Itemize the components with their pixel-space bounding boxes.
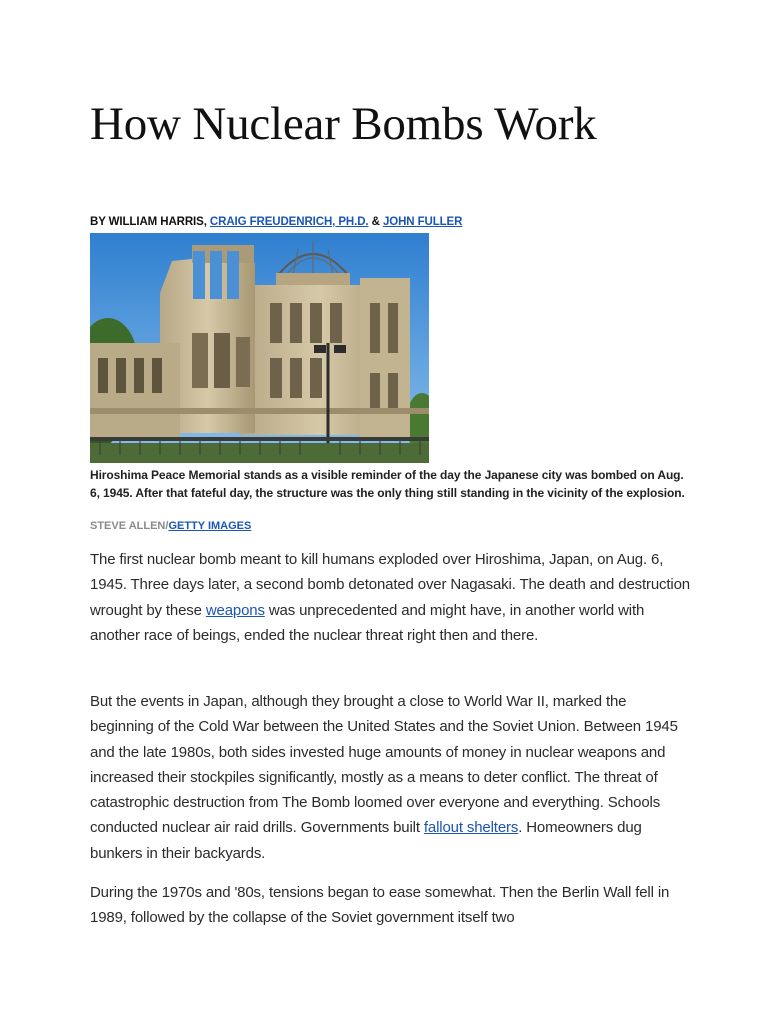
paragraph-1 [90,547,690,648]
photo-caption: Hiroshima Peace Memorial stands as a visible reminder of the day the Japanese city was bombed on Aug. 6, 1945. After that fateful day, the structure was the only thing still standing in the vicinity of the explosion. [90,468,685,500]
photo-credit [90,520,251,532]
paragraph-1-text-after: was unprecedented and might have, in another world with another race of beings, ended the nuclear threat right then and there. [90,601,645,644]
paragraph-2 [90,689,690,866]
fallout-shelters-link[interactable]: fallout shelters [423,819,519,837]
photo-illustration [90,233,429,463]
paragraph-2-text-before: But the events in Japan, although they brought a close to World War II, marked the beginning of the Cold War between the United States and the Soviet Union. Between 1945 and the late 1980s, both sides invested huge amounts of money in nuclear weapons and increased their stockpiles significantly, mostly as a means to deter conflict. The threat of catastrophic destruction from The Bomb loomed over everyone and everything. Schools conducted nuclear air raid drills. Governments built [90,693,678,837]
byline-author-1: BY WILLIAM HARRIS, [90,216,210,228]
hiroshima-peace-memorial-photo [90,233,429,463]
paragraph-3: During the 1970s and '80s, tensions began to ease somewhat. Then the Berlin Wall fell in 1989, followed by the collapse of the Soviet government itself two [90,884,670,927]
article-title: How Nuclear Bombs Work [90,98,597,150]
author-link-craig-freudenrich[interactable]: CRAIG FREUDENRICH, PH.D. [209,216,369,228]
getty-images-link[interactable]: GETTY IMAGES [168,520,252,532]
paragraph-1-text-before: The first nuclear bomb meant to kill humans exploded over Hiroshima, Japan, on Aug. 6, 1945. Three days later, a second bomb detonated over Nagasaki. The death and destruction wrought by these [90,551,690,619]
photo-credit-photographer: STEVE ALLEN/ [90,520,169,532]
byline [90,216,462,228]
weapons-link[interactable]: weapons [205,601,265,619]
byline-separator: & [368,216,383,228]
paragraph-2-text-after: . Homeowners dug bunkers in their backyards. [90,819,642,862]
author-link-john-fuller[interactable]: JOHN FULLER [382,216,463,228]
